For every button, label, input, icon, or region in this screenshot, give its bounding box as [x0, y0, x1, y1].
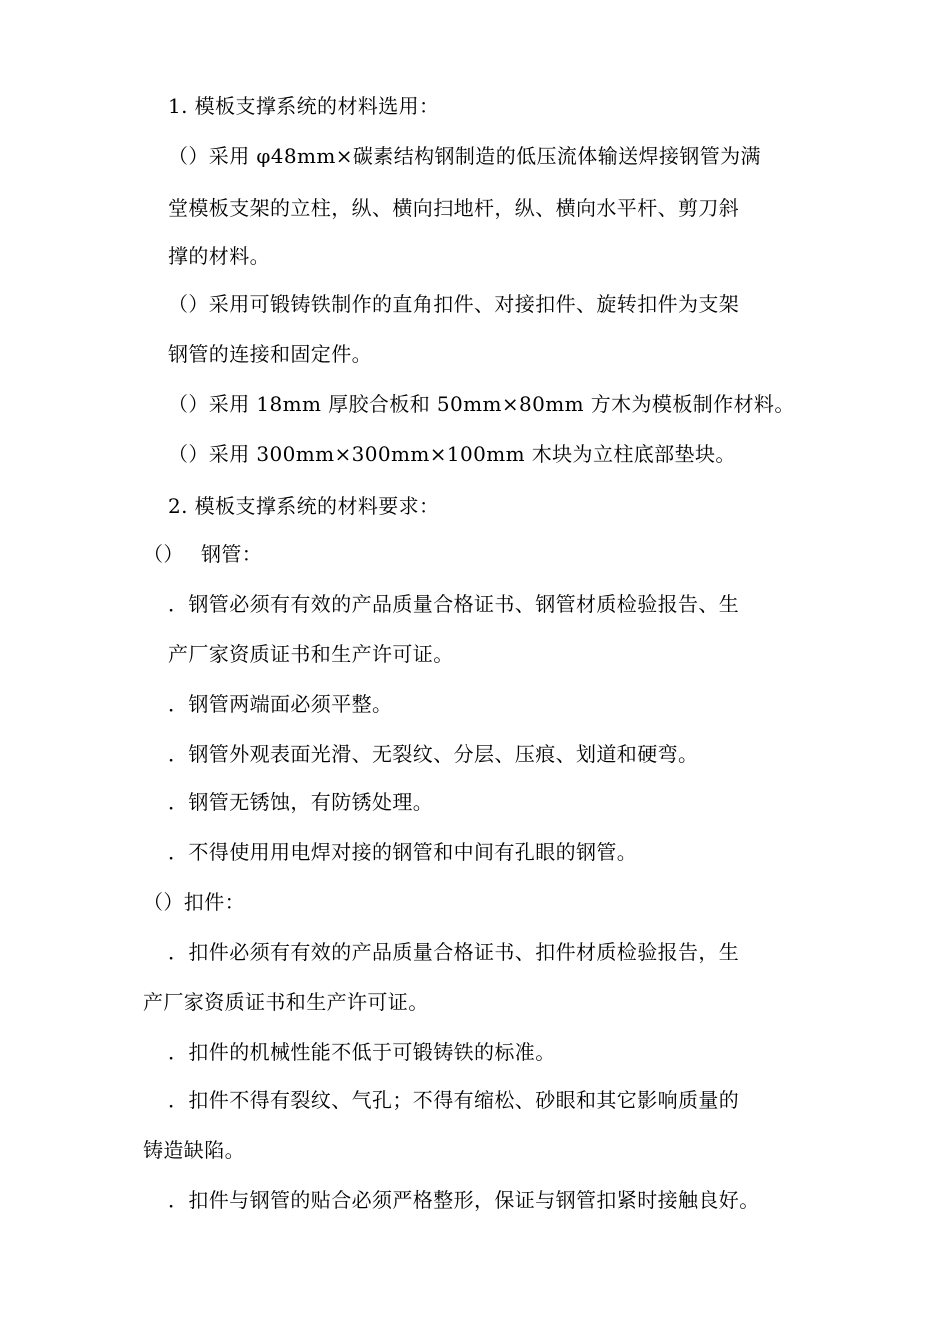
list-item: ．扣件必须有有效的产品质量合格证书、扣件材质检验报告，生 — [168, 940, 740, 964]
list-item: ．扣件与钢管的贴合必须严格整形，保证与钢管扣紧时接触良好。 — [168, 1188, 760, 1212]
paragraph-line: （）采用 φ48mm×碳素结构钢制造的低压流体输送焊接钢管为满 — [168, 144, 761, 168]
list-item: ．扣件的机械性能不低于可锻铸铁的标准。 — [168, 1040, 556, 1064]
list-item: ．钢管外观表面光滑、无裂纹、分层、压痕、划道和硬弯。 — [168, 742, 699, 766]
paragraph-line: （）采用可锻铸铁制作的直角扣件、对接扣件、旋转扣件为支架 — [168, 292, 740, 316]
subsection-heading: （） 钢管： — [143, 542, 263, 566]
paragraph-line: 撑的材料。 — [168, 244, 270, 268]
paragraph-line: 堂模板支架的立柱，纵、横向扫地杆，纵、横向水平杆、剪刀斜 — [168, 196, 740, 220]
list-item-continuation: 产厂家资质证书和生产许可证。 — [168, 642, 454, 666]
section-heading-2: 2. 模板支撑系统的材料要求： — [168, 494, 440, 518]
list-item-continuation: 铸造缺陷。 — [143, 1138, 245, 1162]
subsection-heading: （）扣件： — [143, 890, 245, 914]
list-item: ．钢管两端面必须平整。 — [168, 692, 393, 716]
paragraph-line: （）采用 18mm 厚胶合板和 50mm×80mm 方木为模板制作材料。 — [168, 392, 795, 416]
section-heading-1: 1. 模板支撑系统的材料选用： — [168, 94, 440, 118]
paragraph-line: （）采用 300mm×300mm×100mm 木块为立柱底部垫块。 — [168, 442, 736, 466]
list-item: ．不得使用用电焊对接的钢管和中间有孔眼的钢管。 — [168, 840, 638, 864]
list-item: ．钢管必须有有效的产品质量合格证书、钢管材质检验报告、生 — [168, 592, 740, 616]
list-item: ．扣件不得有裂纹、气孔；不得有缩松、砂眼和其它影响质量的 — [168, 1088, 740, 1112]
list-item-continuation: 产厂家资质证书和生产许可证。 — [143, 990, 429, 1014]
list-item: ．钢管无锈蚀，有防锈处理。 — [168, 790, 434, 814]
paragraph-line: 钢管的连接和固定件。 — [168, 342, 372, 366]
